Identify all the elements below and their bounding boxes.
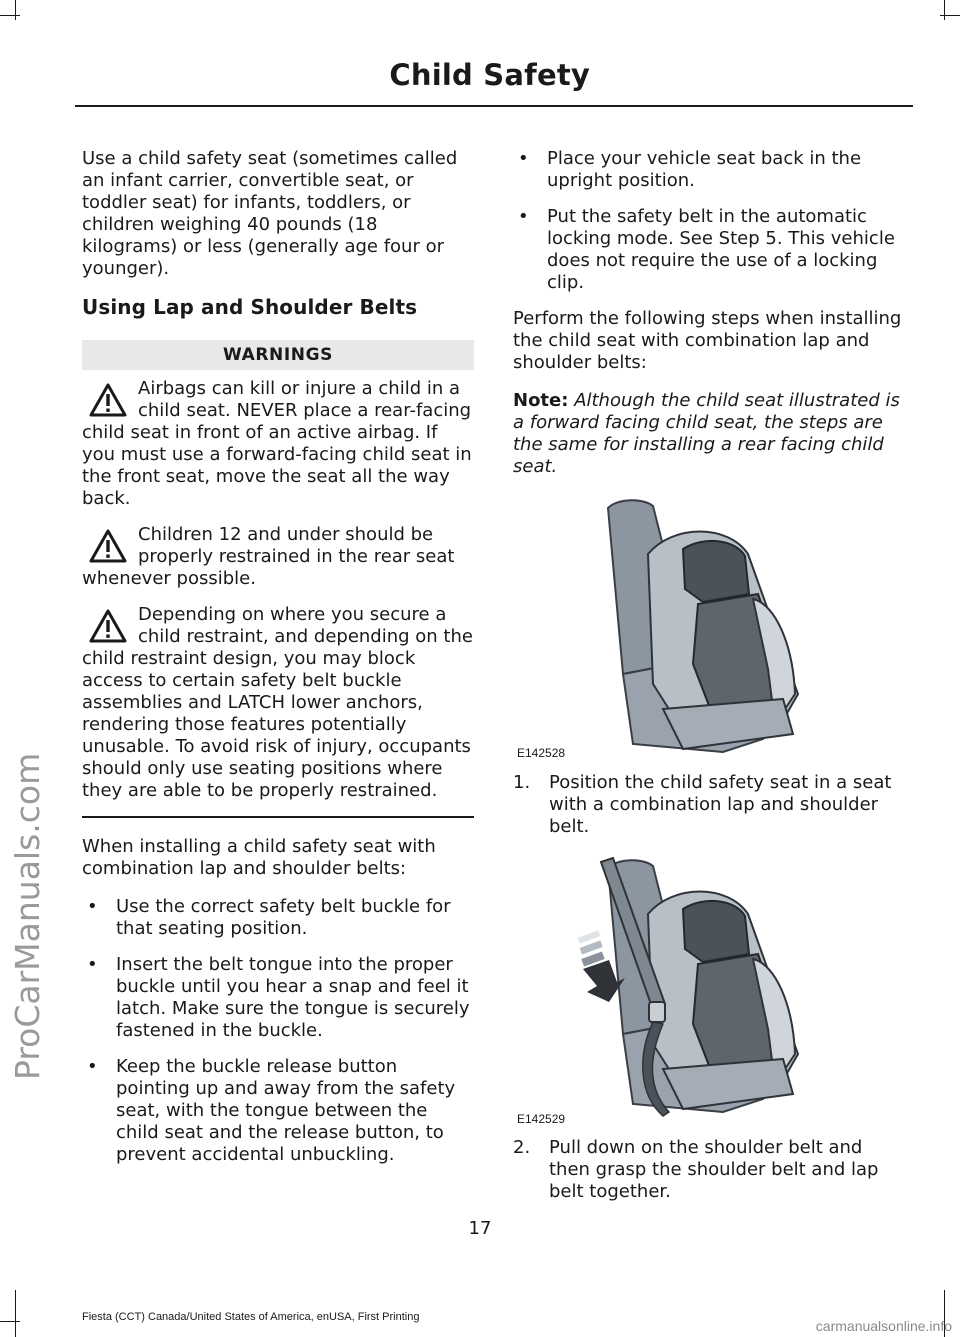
warnings-title: WARNINGS bbox=[82, 340, 474, 370]
warning-triangle-icon bbox=[88, 382, 128, 418]
header-divider bbox=[75, 105, 913, 107]
note-text: Although the child seat illustrated is a forward facing child seat, the steps are the same for installing a rear facing child seat. bbox=[513, 390, 900, 477]
list-item: • Use the correct safety belt buckle for that seating position. bbox=[82, 896, 474, 940]
intro-paragraph: Use a child safety seat (sometimes called an infant carrier, convertible seat, or toddler seat) for infants, toddlers, or children weighing 40 pounds (18 kilograms) or less (generally age four or younger). bbox=[82, 148, 458, 279]
warning-text: Depending on where you secure a child restraint, and depending on the child restraint design, you may block access to certain safety belt buckle assemblies and LATCH lower anchors, rendering those features potentially unusable. To avoid risk of injury, occupants should only use seating positions where they are able to be properly restrained. bbox=[82, 604, 473, 801]
crop-mark bbox=[940, 15, 960, 16]
figure-code: E142529 bbox=[517, 1112, 566, 1126]
right-column bbox=[513, 148, 908, 1219]
steps-list bbox=[513, 772, 908, 838]
list-item: • Insert the belt tongue into the proper buckle until you hear a snap and feel it latch. Make sure the tongue is securely fastened in the buckle. bbox=[82, 954, 474, 1042]
bullet-list bbox=[82, 896, 474, 1166]
installing-intro: When installing a child safety seat with combination lap and shoulder belts: bbox=[82, 836, 436, 879]
warning-text: Children 12 and under should be properly restrained in the rear seat whenever possible. bbox=[82, 524, 455, 589]
warning-item bbox=[82, 604, 474, 802]
site-watermark: carmanualsonline.info bbox=[815, 1318, 952, 1334]
step-text: Position the child safety seat in a seat with a combination lap and shoulder belt. bbox=[549, 772, 892, 837]
list-item: • Place your vehicle seat back in the upright position. bbox=[513, 148, 908, 192]
list-item: • Keep the buckle release button pointing up and away from the safety seat, with the tongue between the child seat and the release button, to prevent accidental unbuckling. bbox=[82, 1056, 474, 1166]
step-number: 2. bbox=[513, 1137, 531, 1158]
warnings-bottom-rule bbox=[82, 816, 474, 818]
crop-mark bbox=[0, 15, 20, 16]
crop-mark bbox=[0, 1321, 20, 1322]
child-seat-belt-illustration bbox=[513, 854, 908, 1129]
warnings-box bbox=[82, 340, 474, 818]
note-label: Note: bbox=[513, 390, 569, 411]
crop-mark bbox=[15, 1290, 16, 1337]
bullet-list bbox=[513, 148, 908, 294]
edition-footer: Fiesta (CCT) Canada/United States of America, enUSA, First Printing bbox=[82, 1311, 420, 1323]
crop-mark bbox=[15, 0, 16, 20]
warning-item bbox=[82, 378, 474, 510]
page-title: Child Safety bbox=[389, 58, 590, 92]
figure-code: E142528 bbox=[517, 746, 566, 760]
crop-mark bbox=[944, 0, 945, 20]
steps-list bbox=[513, 1137, 908, 1203]
warning-item bbox=[82, 524, 474, 590]
figure-child-seat bbox=[513, 494, 908, 764]
warning-triangle-icon bbox=[88, 528, 128, 564]
left-column bbox=[82, 148, 474, 1180]
side-watermark: ProCarManuals.com bbox=[8, 752, 47, 1080]
step-text: Pull down on the shoulder belt and then grasp the shoulder belt and lap belt together. bbox=[549, 1137, 879, 1202]
page-number: 17 bbox=[468, 1218, 492, 1239]
note-paragraph bbox=[513, 390, 908, 478]
warning-text: Airbags can kill or injure a child in a child seat. NEVER place a rear-facing child seat in front of an active airbag. If you must use a forward-facing child seat in the front seat, move the seat all the way back. bbox=[82, 378, 472, 509]
step-number: 1. bbox=[513, 772, 531, 793]
child-seat-illustration bbox=[513, 494, 908, 764]
step-item bbox=[513, 772, 908, 838]
perform-intro: Perform the following steps when installing the child seat with combination lap and shoulder belts: bbox=[513, 308, 902, 373]
section-heading: Using Lap and Shoulder Belts bbox=[82, 295, 418, 319]
warning-triangle-icon bbox=[88, 608, 128, 644]
list-item: • Put the safety belt in the automatic locking mode. See Step 5. This vehicle does not require the use of a locking clip. bbox=[513, 206, 908, 294]
figure-child-seat-belt bbox=[513, 854, 908, 1129]
step-item bbox=[513, 1137, 908, 1203]
